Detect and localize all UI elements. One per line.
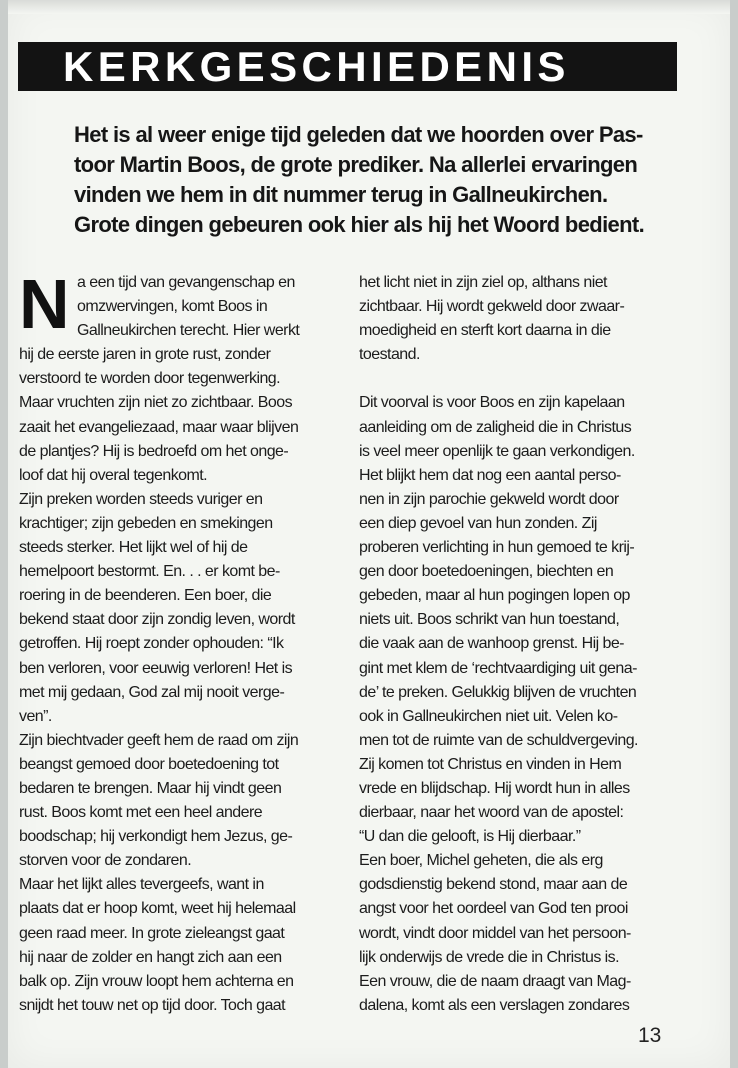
page — [8, 0, 730, 1068]
text-line: Dit voorval is voor Boos en zijn kapelaan — [359, 394, 625, 412]
text-line: toestand. — [359, 346, 420, 364]
text-line: loof dat hij overal tegenkomt. — [19, 466, 208, 484]
text-line: snijdt het touw net op tijd door. Toch gaat — [19, 996, 286, 1014]
text-line: Het blijkt hem dat nog een aantal perso- — [359, 466, 621, 484]
drop-cap: N — [19, 265, 70, 343]
text-line: getroffen. Hij roept zonder ophouden: “Ik — [19, 635, 284, 653]
text-line: ven”. — [19, 707, 52, 725]
text-line: dierbaar, naar het woord van de apostel: — [359, 804, 624, 822]
text-line: Een vrouw, die de naam draagt van Mag- — [359, 972, 631, 990]
text-line: balk op. Zijn vrouw loopt hem achterna en — [19, 972, 294, 990]
paragraph-gap — [359, 367, 694, 391]
text-line: dalena, komt als een verslagen zondares — [359, 996, 630, 1014]
text-line: steeds sterker. Het lijkt wel of hij de — [19, 539, 248, 557]
intro-line: Grote dingen gebeuren ook hier als hij het Woord bedient. — [74, 212, 645, 237]
intro-paragraph — [74, 120, 686, 240]
text-line: een diep gevoel van hun zonden. Zij — [359, 514, 597, 532]
text-line: men tot de ruimte van de schuldvergeving. — [359, 731, 638, 749]
text-line: storven voor de zondaren. — [19, 852, 192, 870]
text-line: “U dan die gelooft, is Hij dierbaar.” — [359, 828, 581, 846]
text-line: beangst gemoed door boetedoening tot — [19, 755, 279, 773]
text-line: plaats dat er hoop komt, weet hij helemaal — [19, 900, 296, 918]
text-line: gen door boetedoeningen, biechten en — [359, 563, 614, 581]
top-edge — [8, 0, 730, 14]
text-line: gebeden, maar al hun pogingen lopen op — [359, 587, 630, 605]
text-line: vrede en blijdschap. Hij wordt hun in alles — [359, 779, 630, 797]
text-line: zichtbaar. Hij wordt gekweld door zwaar- — [359, 298, 625, 316]
text-line: Een boer, Michel geheten, die als erg — [359, 852, 603, 870]
text-line: angst voor het oordeel van God ten prooi — [359, 900, 628, 918]
text-line: niets uit. Boos schrikt van hun toestand, — [359, 611, 620, 629]
text-line: Gallneukirchen terecht. Hier werkt — [77, 322, 300, 340]
text-line: omzwervingen, komt Boos in — [77, 298, 268, 316]
text-line: bekend staat door zijn zondig leven, wordt — [19, 611, 295, 629]
left-column — [19, 265, 349, 1018]
text-line: met mij gedaan, God zal mij nooit verge- — [19, 683, 285, 701]
text-line: gint met klem de ‘rechtvaardiging uit gena- — [359, 659, 637, 677]
intro-line: vinden we hem in dit nummer terug in Gallneukirchen. — [74, 182, 608, 207]
text-line: godsdienstig bekend stond, maar aan de — [359, 876, 628, 894]
text-line: proberen verlichting in hun gemoed te krij- — [359, 539, 635, 557]
intro-line: toor Martin Boos, de grote prediker. Na allerlei ervaringen — [74, 152, 638, 177]
text-line: ben verloren, voor eeuwig verloren! Het is — [19, 659, 293, 677]
page-number: 13 — [638, 1024, 662, 1047]
text-line: Zij komen tot Christus en vinden in Hem — [359, 755, 622, 773]
text-line: wordt, vindt door middel van het persoon- — [359, 924, 631, 942]
text-line: Maar vruchten zijn niet zo zichtbaar. Boos — [19, 394, 293, 412]
text-line: die vaak aan de wanhoop grenst. Hij be- — [359, 635, 624, 653]
text-line: boodschap; hij verkondigt hem Jezus, ge- — [19, 828, 293, 846]
text-line: hemelpoort bestormt. En. . . er komt be- — [19, 563, 280, 581]
text-line: verstoord te worden door tegenwerking. — [19, 370, 281, 388]
text-line: lijk onderwijs de vrede die in Christus is. — [359, 948, 620, 966]
text-line: hij naar de zolder en hangt zich aan een — [19, 948, 282, 966]
right-column — [359, 271, 694, 1018]
text-line: Maar het lijkt alles tevergeefs, want in — [19, 876, 264, 894]
text-line: roering in de beenderen. Een boer, die — [19, 587, 272, 605]
text-line: de plantjes? Hij is bedroefd om het onge- — [19, 442, 289, 460]
text-line: bedaren te brengen. Maar hij vindt geen — [19, 779, 282, 797]
text-line: Zijn preken worden steeds vuriger en — [19, 490, 263, 508]
title-banner — [18, 42, 677, 91]
text-line: hij de eerste jaren in grote rust, zonder — [19, 346, 271, 364]
text-line: nen in zijn parochie gekweld wordt door — [359, 490, 619, 508]
text-line: het licht niet in zijn ziel op, althans niet — [359, 274, 607, 291]
text-line: rust. Boos komt met een heel andere — [19, 804, 263, 822]
text-line: ook in Gallneukirchen niet uit. Velen ko- — [359, 707, 618, 725]
text-line: zaait het evangeliezaad, maar waar blijven — [19, 418, 299, 436]
text-line: a een tijd van gevangenschap en — [77, 274, 295, 291]
page-title: KERKGESCHIEDENIS — [63, 43, 570, 90]
text-line: is veel meer openlijk te gaan verkondigen. — [359, 442, 635, 460]
text-line: geen raad meer. In grote zieleangst gaat — [19, 924, 285, 942]
text-line: krachtiger; zijn gebeden en smekingen — [19, 514, 273, 532]
intro-line: Het is al weer enige tijd geleden dat we hoorden over Pas- — [74, 122, 643, 147]
text-line: Zijn biechtvader geeft hem de raad om zijn — [19, 731, 299, 749]
text-line: moedigheid en sterft kort daarna in die — [359, 322, 611, 340]
text-line: de’ te preken. Gelukkig blijven de vruchten — [359, 683, 637, 701]
text-line: aanleiding om de zaligheid die in Christus — [359, 418, 632, 436]
